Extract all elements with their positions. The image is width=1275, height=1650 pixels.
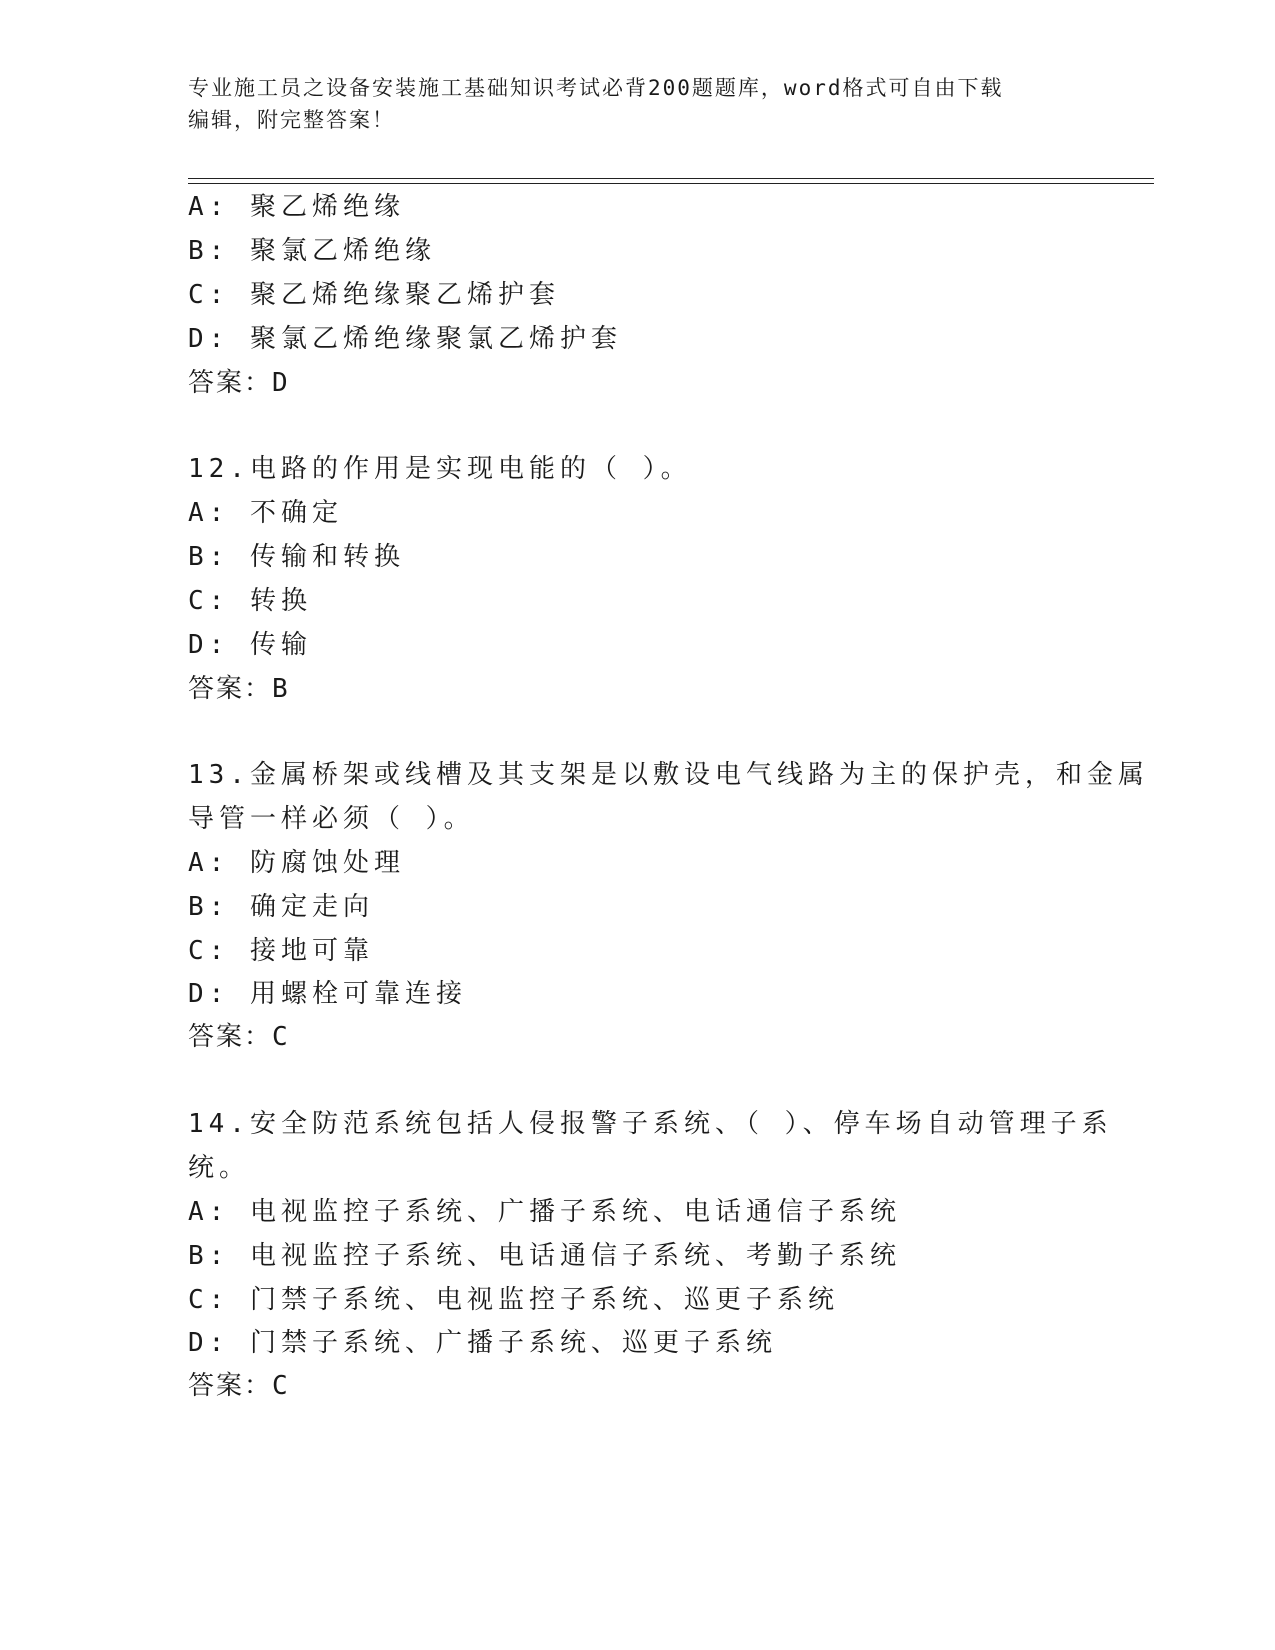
answer-value: C — [272, 1371, 290, 1401]
q11-answer — [188, 367, 290, 399]
document-header — [188, 72, 1088, 136]
q14-option-c: C: 门禁子系统、电视监控子系统、巡更子系统 — [188, 1285, 839, 1315]
q13-option-b: B: 确定走向 — [188, 892, 374, 922]
q13-stem-line-1: 13.金属桥架或线槽及其支架是以敷设电气线路为主的保护壳，和金属 — [188, 760, 1149, 790]
header-line-1: 专业施工员之设备安装施工基础知识考试必背200题题库，word格式可自由下载 — [188, 76, 1004, 100]
q12-option-d: D: 传输 — [188, 630, 312, 660]
q12-option-c: C: 转换 — [188, 586, 312, 616]
answer-value: C — [272, 1022, 290, 1052]
header-divider-bottom — [188, 183, 1154, 184]
q12-option-a: A: 不确定 — [188, 498, 343, 528]
q14-option-d: D: 门禁子系统、广播子系统、巡更子系统 — [188, 1328, 777, 1358]
q11-option-d: D: 聚氯乙烯绝缘聚氯乙烯护套 — [188, 324, 622, 354]
answer-value: D — [272, 368, 290, 398]
header-divider-top — [188, 178, 1154, 179]
q14-stem-line-2: 统。 — [188, 1153, 251, 1183]
answer-label: 答案： — [188, 674, 273, 704]
answer-label: 答案： — [188, 368, 273, 398]
answer-label: 答案： — [188, 1022, 273, 1052]
q13-option-d: D: 用螺栓可靠连接 — [188, 979, 467, 1009]
q12-option-b: B: 传输和转换 — [188, 542, 405, 572]
q14-option-b: B: 电视监控子系统、电话通信子系统、考勤子系统 — [188, 1241, 901, 1271]
header-line-2: 编辑，附完整答案！ — [188, 108, 395, 132]
q14-answer — [188, 1370, 290, 1402]
q13-option-c: C: 接地可靠 — [188, 936, 374, 966]
q13-answer — [188, 1021, 290, 1053]
answer-label: 答案： — [188, 1371, 273, 1401]
q11-option-a: A: 聚乙烯绝缘 — [188, 192, 405, 222]
q13-option-a: A: 防腐蚀处理 — [188, 848, 405, 878]
q11-option-b: B: 聚氯乙烯绝缘 — [188, 236, 436, 266]
answer-value: B — [272, 674, 290, 704]
q14-stem-line-1: 14.安全防范系统包括人侵报警子系统、（ ）、停车场自动管理子系 — [188, 1109, 1113, 1139]
q11-option-c: C: 聚乙烯绝缘聚乙烯护套 — [188, 280, 560, 310]
q13-stem-line-2: 导管一样必须（ ）。 — [188, 804, 475, 834]
q14-option-a: A: 电视监控子系统、广播子系统、电话通信子系统 — [188, 1197, 901, 1227]
q12-answer — [188, 673, 290, 705]
q12-stem: 12.电路的作用是实现电能的（ ）。 — [188, 454, 692, 484]
